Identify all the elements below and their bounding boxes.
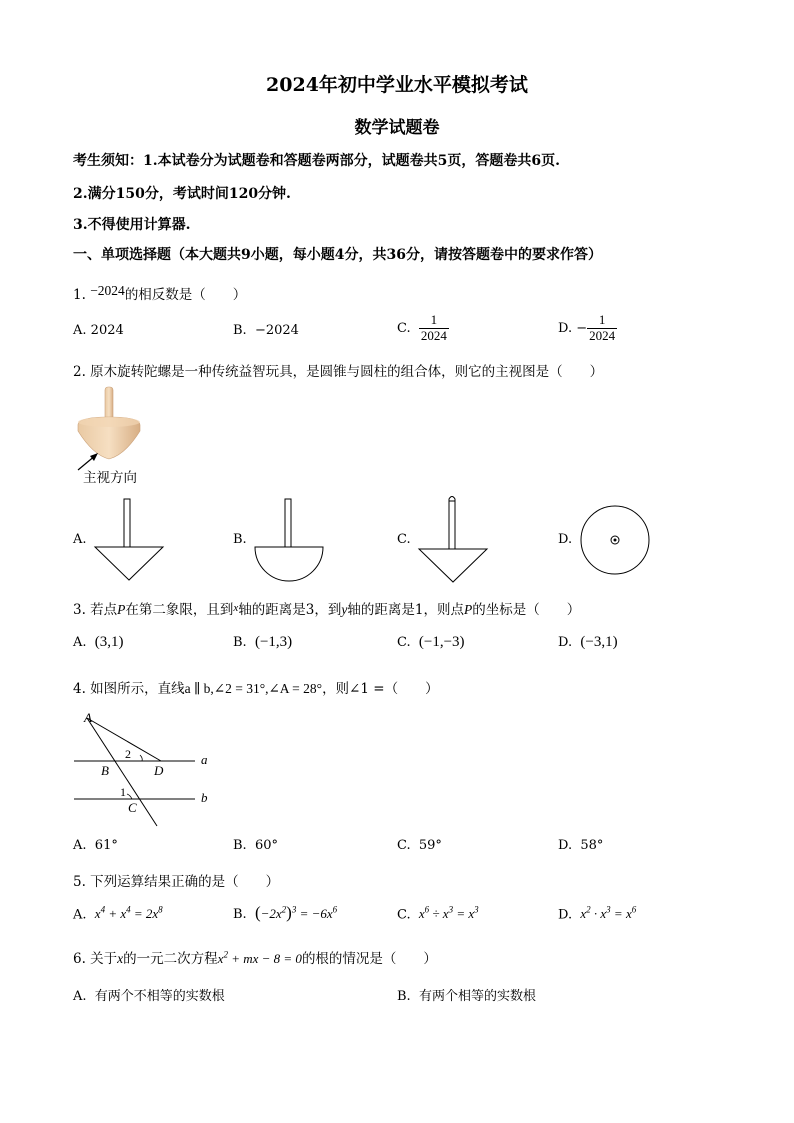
label-a: a [201,752,208,767]
q3-option-c[interactable]: C. (−1,−3) [397,634,465,650]
q2-option-a-figure [93,497,165,583]
q3-option-b[interactable]: B. (−1,3) [233,634,293,650]
q1-option-a[interactable]: A. 2024 [73,323,124,338]
q6-option-a[interactable]: A. 有两个不相等的实数根 [73,989,225,1004]
question-2: 2. 原木旋转陀螺是一种传统益智玩具，是圆锥与圆柱的组合体，则它的主视图是（ ） [73,364,604,380]
q2-option-d-figure [579,504,653,578]
q5-option-c[interactable]: C. $x^6 \div x^3 = x^3$ [397,905,479,923]
label-angle-2: 2 [125,747,131,761]
q5-option-b[interactable]: B. $(-2x^2)^3 = -6x^6$ [233,903,338,922]
view-direction-label: 主视方向 [83,470,137,486]
q4-parallel-lines-figure [70,708,220,830]
q4-option-a[interactable]: A. 61° [73,838,118,853]
q2-option-c[interactable]: C. [397,532,411,547]
label-A: A [84,710,92,725]
q4-option-c[interactable]: C. 59° [397,838,442,853]
q4-option-d[interactable]: D. 58° [558,838,604,853]
q1-d-fraction: $\frac{1}{2024}$ [589,312,616,343]
q6-option-b[interactable]: B. 有两个相等的实数根 [397,989,536,1004]
question-5: 5. 下列运算结果正确的是（ ） [73,874,280,890]
exam-subtitle: 数学试题卷 [354,118,440,138]
exam-title: 2024年初中学业水平模拟考试 [266,74,528,96]
q5-option-a[interactable]: A. $x^4 + x^4 = 2x^8$ [73,905,163,923]
q1-number: 1. [73,287,86,303]
q1-expr: −2024 [90,283,125,298]
label-C: C [128,800,137,815]
q3-option-d[interactable]: D. (−3,1) [558,634,618,650]
label-b: b [201,790,208,805]
q1-option-d[interactable]: D. − $\frac{1}{2024}$ [558,312,616,343]
q1-c-fraction: $\frac{1}{2024}$ [420,312,447,343]
question-4: 4. 如图所示，直线a ∥ b,∠2 = 31°,∠A = 28°，则∠1 =（ ） [73,681,439,697]
q2-option-b[interactable]: B. [233,532,247,547]
q2-option-d[interactable]: D. [558,532,573,547]
q1-option-b[interactable]: B. −2024 [233,323,299,338]
q2-option-a[interactable]: A. [73,532,87,547]
section-1-heading: 一、单项选择题（本大题共9小题，每小题4分，共36分，请按答题卷中的要求作答） [73,247,602,263]
q1-option-c[interactable]: C. $\frac{1}{2024}$ [397,312,447,343]
label-D: D [154,763,164,778]
q1-text: 的相反数是（ ） [124,287,247,303]
notice-line-2: 2.满分150分，考试时间120分钟. [73,186,291,202]
label-B: B [101,763,109,778]
question-3: 3. 若点P在第二象限，且到$^x$轴的距离是3，到y轴的距离是1，则点P的坐标是（ ） [73,602,581,618]
question-6: 6. 关于x的一元二次方程$x^2$ + mx − 8 = 0的根的情况是（ ） [73,949,437,967]
question-1 [73,283,246,303]
notice-line-1: 考生须知：1.本试卷分为试题卷和答题卷两部分，试题卷共5页，答题卷共6页. [73,153,560,169]
q2-option-c-figure [417,493,489,585]
q5-option-d[interactable]: D. $x^2 \cdot x^3 = x^6$ [558,905,637,923]
notice-line-3: 3.不得使用计算器. [73,217,191,233]
q2-option-b-figure [253,497,325,583]
q3-option-a[interactable]: A. (3,1) [73,634,124,650]
q4-option-b[interactable]: B. 60° [233,838,278,853]
label-angle-1: 1 [120,785,126,799]
